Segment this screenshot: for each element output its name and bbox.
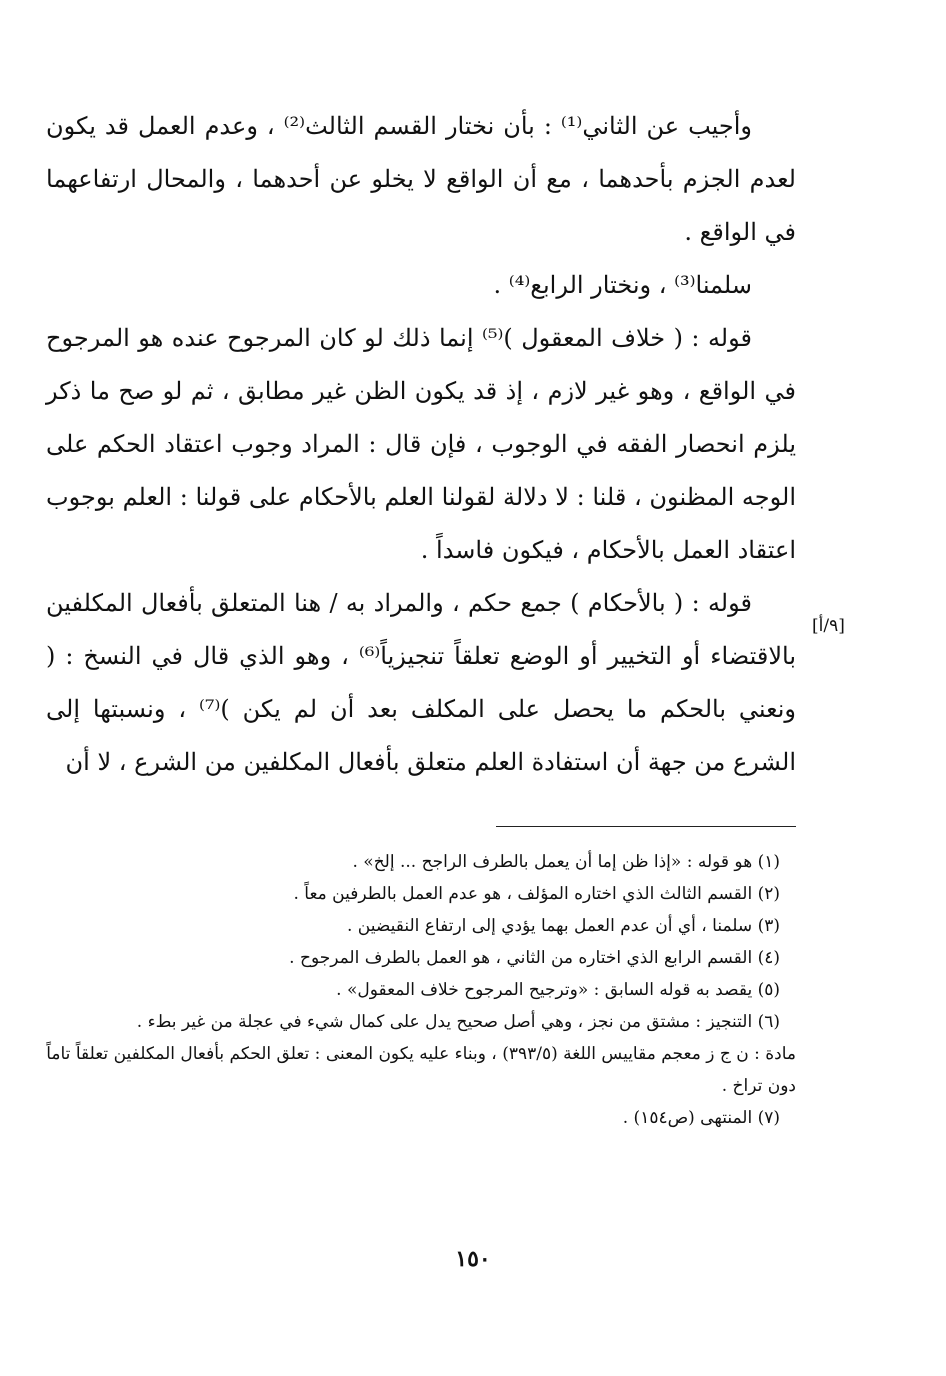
paragraph-4: قوله : ( بالأحكام ) جمع حكم ، والمراد به / هنا المتعلق بأفعال المكلفين بالاقتضاء أو التخيير أو الوضع تعلقاً تنجيزياً⁽⁶⁾ ، وهو الذي قال في النسخ : ( ونعني بالحكم ما يحصل على المكلف بعد أن لم يكن )⁽⁷⁾ ، ونسبتها إلى الشرع من جهة أن استفادة العلم متعلق بأفعال المكلفين من الشرع ، لا أن (46, 589, 797, 776)
footnote-7: (٧) المنتهى (ص١٥٤) . (622, 1108, 780, 1128)
main-text (46, 100, 796, 789)
footnote-6: (٦) التنجيز : مشتق من نجز ، وهي أصل صحيح يدل على كمال شيء في عجلة من غير بطء . (136, 1012, 780, 1032)
paragraph-1: وأجيب عن الثاني⁽¹⁾ : بأن نختار القسم الثالث⁽²⁾ ، وعدم العمل قد يكون لعدم الجزم بأحدهما ، مع أن الواقع لا يخلو عن أحدهما ، والمحال ارتفاعهما في الواقع . (46, 112, 796, 246)
footnote-separator (496, 826, 796, 827)
footnote-5: (٥) يقصد به قوله السابق : «وترجيح المرجوح خلاف المعقول» . (336, 980, 780, 1000)
footnotes (46, 846, 796, 1134)
paragraph-2: سلمنا⁽³⁾ ، ونختار الرابع⁽⁴⁾ . (493, 271, 752, 299)
footnote-2: (٢) القسم الثالث الذي اختاره المؤلف ، هو عدم العمل بالطرفين معاً . (293, 884, 780, 904)
footnote-4: (٤) القسم الرابع الذي اختاره من الثاني ، هو العمل بالطرف المرجوح . (289, 948, 780, 968)
footnote-6-continuation: مادة : ن ج ز معجم مقاييس اللغة (٣٩٣/٥) ، وبناء عليه يكون المعنى : تعلق الحكم بأفعال المكلفين تعلقاً تاماً دون تراخ . (46, 1044, 796, 1096)
paragraph-3: قوله : ( خلاف المعقول )⁽⁵⁾ إنما ذلك لو كان المرجوح عنده هو المرجوح في الواقع ، وهو غير لازم ، إذ قد يكون الظن غير مطابق ، ثم لو صح ما ذكر يلزم انحصار الفقه في الوجوب ، فإن قال : المراد وجوب اعتقاد الحكم على الوجه المظنون ، قلنا : لا دلالة لقولنا العلم بالأحكام على قولنا : العلم بوجوب اعتقاد العمل بالأحكام ، فيكون فاسداً . (46, 324, 796, 564)
page-number: ١٥٠ (455, 1246, 491, 1272)
footnote-1: (١) هو قوله : «إذا ظن إما أن يعمل بالطرف الراجح ... إلخ» . (352, 852, 780, 872)
footnote-3: (٣) سلمنا ، أي أن عدم العمل بهما يؤدي إلى ارتفاع النقيضين . (347, 916, 780, 936)
manuscript-folio-marker: [٩/أ] (812, 616, 845, 636)
